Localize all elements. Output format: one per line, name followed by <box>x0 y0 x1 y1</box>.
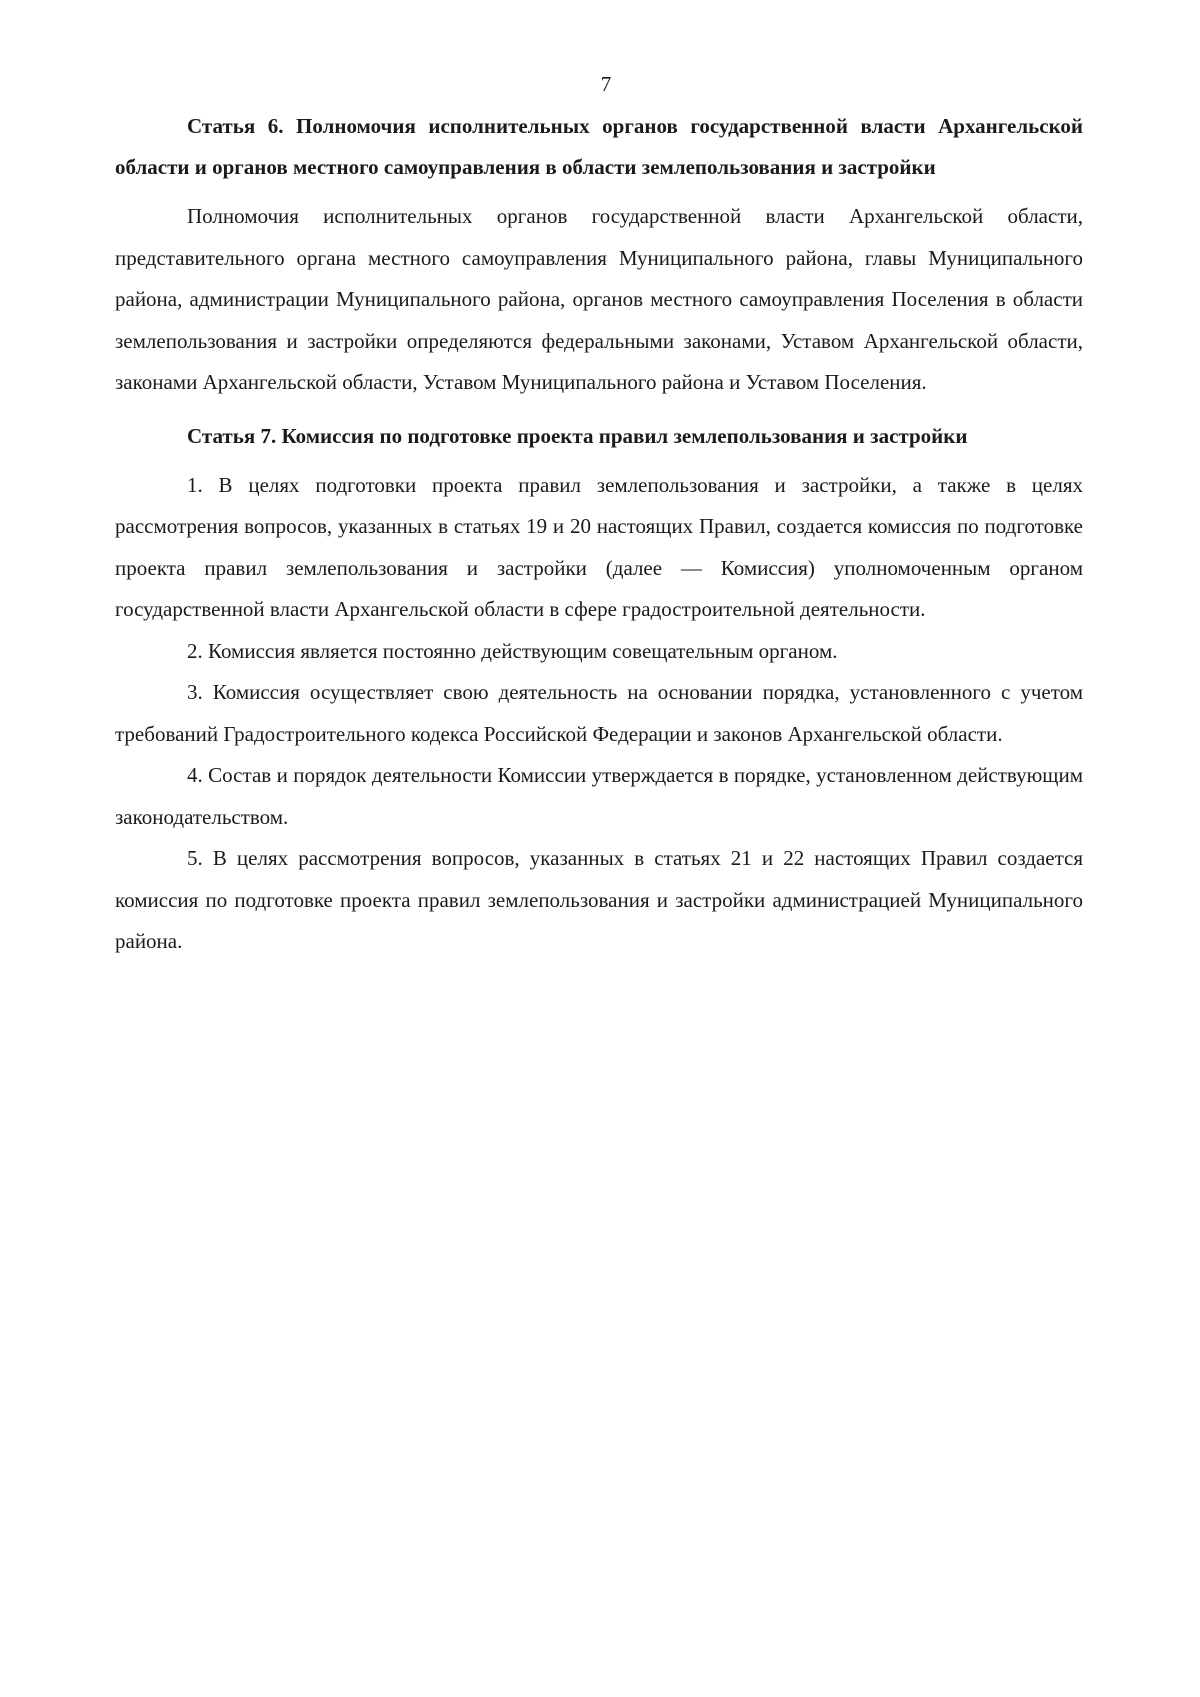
article-6 <box>115 106 1083 404</box>
article-7-item-1: 1. В целях подготовки проекта правил землепользования и застройки, а также в целях рассмотрения вопросов, указанных в статьях 19 и 20 настоящих Правил, создается комиссия по подготовке проекта правил землепользования и застройки (далее — Комиссия) уполномоченным органом государственной власти Архангельской области в сфере градостроительной деятельности. <box>115 472 1083 621</box>
article-7-item-3: 3. Комиссия осуществляет свою деятельность на основании порядка, установленного с учетом требований Градостроительного кодекса Российской Федерации и законов Архангельской области. <box>115 680 1083 746</box>
article-7-item-5: 5. В целях рассмотрения вопросов, указанных в статьях 21 и 22 настоящих Правил создается комиссия по подготовке проекта правил землепользования и застройки администрацией Муниципального района. <box>115 846 1083 953</box>
article-7-item-2: 2. Комиссия является постоянно действующим совещательным органом. <box>187 638 838 663</box>
document-page <box>115 70 1083 963</box>
article-7-item-4: 4. Состав и порядок деятельности Комиссии утверждается в порядке, установленном действующим законодательством. <box>115 763 1083 829</box>
page-number: 7 <box>600 72 612 96</box>
article-7 <box>115 416 1083 963</box>
article-6-paragraph: Полномочия исполнительных органов государственной власти Архангельской области, представительного органа местного самоуправления Муниципального района, главы Муниципального района, администрации Муниципального района, органов местного самоуправления Поселения в области землепользования и застройки определяются федеральными законами, Уставом Архангельской области, законами Архангельской области, Уставом Муниципального района и Уставом Поселения. <box>115 204 1083 394</box>
article-6-heading: Статья 6. Полномочия исполнительных органов государственной власти Архангельской области и органов местного самоуправления в области землепользования и застройки <box>115 114 1083 179</box>
article-7-heading: Статья 7. Комиссия по подготовке проекта правил землепользования и застройки <box>187 423 968 448</box>
